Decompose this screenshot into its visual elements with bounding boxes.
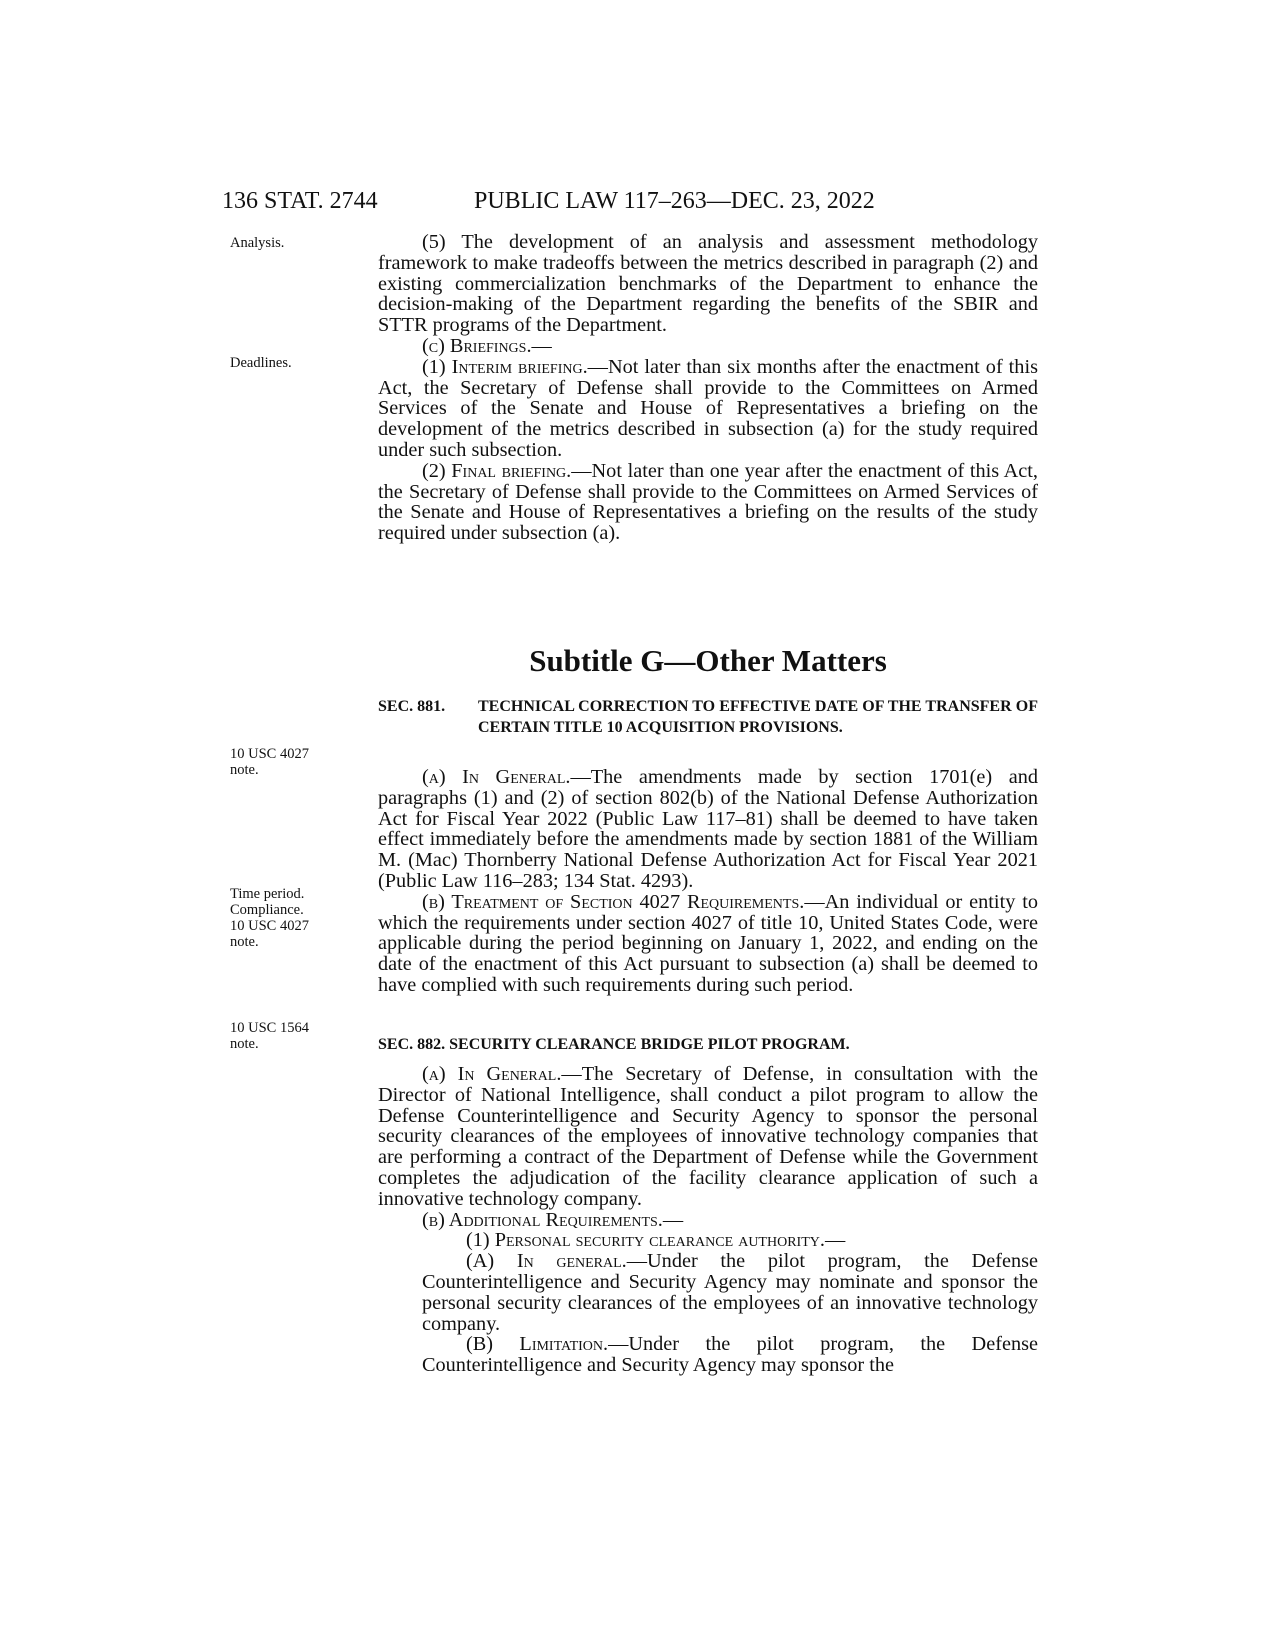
- margin-note-10-usc-1564: [230, 1020, 340, 1052]
- sec-881-subsection-a: [378, 767, 1038, 892]
- sec-882-bA-text: Under the pilot program, the Defense Counterintelligence and Security Agency may nominate and sponsor the personal security clearances of the employees of an innovative technology company.: [422, 1250, 1038, 1335]
- margin-note-10-usc-4027-a: [230, 746, 340, 778]
- paragraph-c2-heading: (2) Final briefing.—: [422, 459, 592, 482]
- margin-note-deadlines: Deadlines.: [230, 355, 292, 371]
- margin-note-line: 10 USC 4027: [230, 918, 309, 934]
- margin-note-line: 10 USC 1564: [230, 1020, 309, 1036]
- paragraph-c1: [378, 357, 1038, 461]
- sec-881-title: TECHNICAL CORRECTION TO EFFECTIVE DATE OF THE TRANSFER OF CERTAIN TITLE 10 ACQUISITION PROVISIONS.: [478, 698, 1038, 736]
- sec-881-body: [378, 767, 1038, 996]
- sec-882-subsection-b-heading: [378, 1210, 1038, 1231]
- sec-882-b-label: (b) Additional Requirements.—: [422, 1208, 684, 1231]
- section-text-block-1: [378, 232, 1038, 544]
- sec-881-subsection-b: [378, 892, 1038, 996]
- sec-882-body: [378, 1064, 1038, 1376]
- subtitle-heading: Subtitle G—Other Matters: [529, 643, 887, 678]
- sec-882-paragraph-1-heading: [378, 1230, 1038, 1251]
- subsection-c-heading: [378, 336, 1038, 357]
- margin-note-line: note.: [230, 1036, 259, 1052]
- subsection-c-label: (c) Briefings.—: [422, 334, 552, 357]
- margin-note-line: Time period.: [230, 886, 305, 902]
- margin-note-line: 10 USC 4027: [230, 746, 309, 762]
- sec-881-a-heading: (a) In General.—: [422, 766, 591, 788]
- page-stat-citation: 136 STAT. 2744: [222, 188, 378, 214]
- margin-note-analysis: Analysis.: [230, 235, 285, 251]
- sec-882-heading: SEC. 882. SECURITY CLEARANCE BRIDGE PILOT PROGRAM.: [378, 1036, 850, 1053]
- margin-note-line: Compliance.: [230, 902, 304, 918]
- paragraph-5: (5) The development of an analysis and assessment methodology framework to make tradeoffs between the metrics described in paragraph (2) and existing commercialization benchmarks of the Department to enhance the decision-making of the Department regarding the benefits of the SBIR and STTR programs of the Department.: [378, 231, 1038, 337]
- sec-882-subparagraph-a: [378, 1251, 1038, 1334]
- margin-note-line: note.: [230, 762, 259, 778]
- paragraph-c1-text: Not later than six months after the enactment of this Act, the Secretary of Defense shall provide to the Committees on Armed Services of the Senate and House of Representatives a briefing on the development of the metrics described in subsection (a) for the study required under such subsection.: [378, 355, 1038, 461]
- page-law-header: PUBLIC LAW 117–263—DEC. 23, 2022: [474, 188, 875, 214]
- sec-881-a-text: The amendments made by section 1701(e) and paragraphs (1) and (2) of section 802(b) of the National Defense Authorization Act for Fiscal Year 2022 (Public Law 117–81) shall be deemed to have taken effect immediately before the amendments made by section 1881 of the William M. (Mac) Thornberry National Defense Authorization Act for Fiscal Year 2021 (Public Law 116–283; 134 Stat. 4293).: [378, 766, 1038, 892]
- sec-881-b-text: An individual or entity to which the requirements under section 4027 of title 10, United States Code, were applicable during the period beginning on January 1, 2022, and ending on the date of the enactment of this Act pursuant to subsection (a) shall be deemed to have complied with such requirements during such period.: [378, 890, 1038, 996]
- paragraph-c2: [378, 461, 1038, 544]
- sec-882-subsection-a: [378, 1064, 1038, 1210]
- sec-882-bB-text: Under the pilot program, the Defense Counterintelligence and Security Agency may sponsor the: [422, 1333, 1038, 1377]
- paragraph-c1-heading: (1) Interim briefing.—: [422, 355, 608, 378]
- sec-882-a-text: The Secretary of Defense, in consultation with the Director of National Intelligence, shall conduct a pilot program to allow the Defense Counterintelligence and Security Agency to sponsor the personal security clearances of the employees of innovative technology companies that are performing a contract of the Department of Defense while the Government completes the adjudication of the facility clearance application of such a innovative technology company.: [378, 1063, 1038, 1210]
- sec-882-bA-heading: (A) In general.—: [466, 1250, 648, 1273]
- sec-882-subparagraph-b: [378, 1334, 1038, 1376]
- sec-882-a-heading: (a) In General.—: [422, 1063, 582, 1085]
- sec-881-b-heading: (b) Treatment of Section 4027 Requirements.—: [422, 890, 825, 913]
- sec-881-number: SEC. 881.: [378, 698, 446, 715]
- paragraph-c2-text: Not later than one year after the enactment of this Act, the Secretary of Defense shall provide to the Committees on Armed Services of the Senate and House of Representatives a briefing on the results of the study required under subsection (a).: [378, 459, 1038, 545]
- margin-note-time-period-compliance: [230, 886, 340, 950]
- sec-882-bB-heading: (B) Limitation.—: [466, 1333, 629, 1356]
- margin-note-line: note.: [230, 934, 259, 950]
- sec-882-b1-label: (1) Personal security clearance authority.—: [466, 1229, 846, 1252]
- sec-881-heading: [378, 697, 1038, 739]
